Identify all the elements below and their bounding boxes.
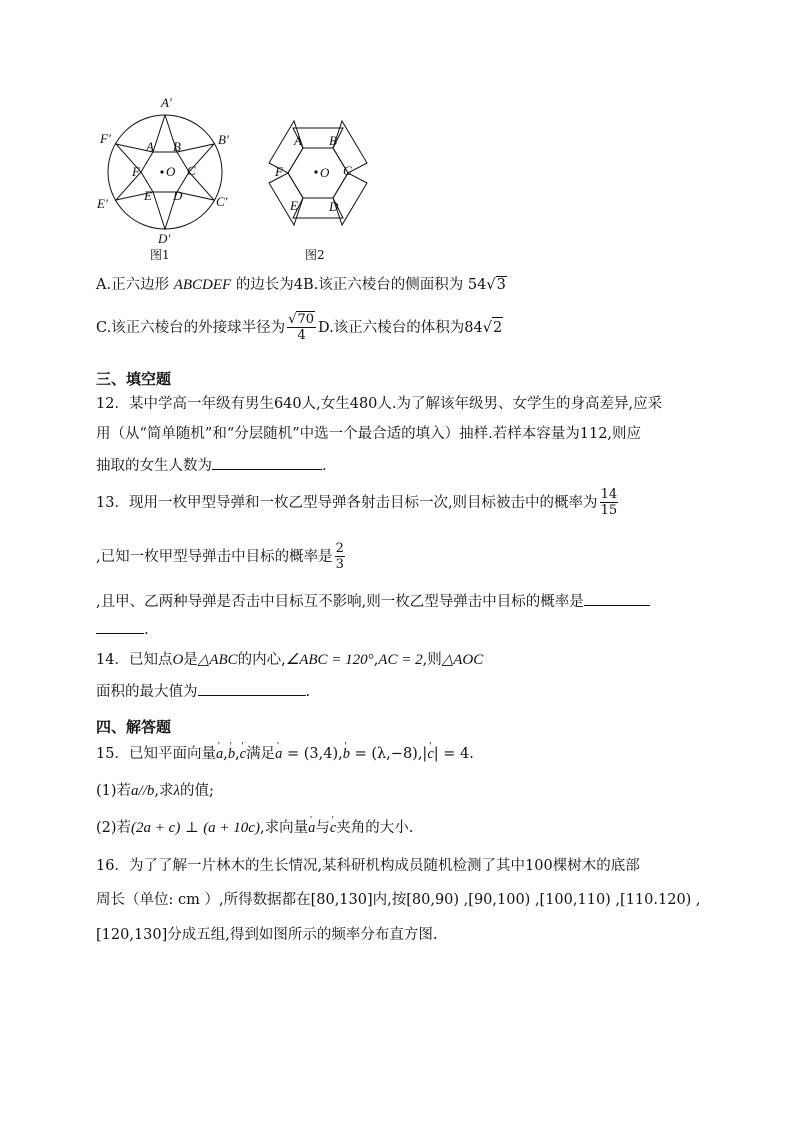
label-C-prime: C′ — [216, 194, 228, 209]
vector-c-cond: ' c — [427, 746, 433, 762]
section-4-title: 四、解答题 — [96, 718, 172, 736]
option-A-label: A.正六边形 — [96, 277, 170, 293]
figure-1-caption: 图1 — [150, 248, 170, 262]
q15-part-1-end: 的值; — [180, 783, 214, 799]
option-C-denominator: 4 — [297, 328, 306, 343]
q13-line-1-text: 13．现用一枚甲型导弹和一枚乙型导弹各射击目标一次,则目标被击中的概率为 — [96, 494, 598, 511]
option-D-text: D.该正六棱台的体积为 — [318, 319, 465, 336]
q13-line-2-text: ,已知一枚甲型导弹击中目标的概率是 — [96, 548, 333, 565]
q14-text-2: 是 — [183, 652, 198, 668]
label-A: A — [294, 133, 302, 148]
label-A: A — [146, 139, 154, 154]
q14-line-2-end: . — [305, 684, 311, 700]
q12-line-3-end: . — [322, 458, 327, 474]
label-O: O — [320, 165, 330, 180]
q13-fraction-2-num: 2 — [335, 541, 344, 556]
q14-side-AC: AC = 2 — [378, 652, 423, 668]
label-B-prime: B′ — [218, 132, 229, 147]
q11-options-CD: C.该正六棱台的外接球半径为 $\frac{√70}{4}$ D.该正六棱台的体积为 84 √ 2 — [96, 312, 503, 343]
label-A-prime: A′ — [161, 95, 172, 110]
label-E: E — [290, 198, 298, 213]
vector-b-cond: ' b — [343, 746, 350, 762]
label-D-prime: D′ — [158, 231, 171, 246]
label-O: O — [166, 164, 176, 179]
q15-cond-b: = (λ,−8) — [354, 746, 418, 762]
label-F-prime: F′ — [100, 131, 111, 146]
q15-sep-2: , — [235, 746, 240, 762]
hexagon-name: ABCDEF — [173, 277, 232, 293]
q12-line-3 — [96, 454, 327, 476]
q13-fraction-1-den: 15 — [600, 503, 618, 518]
q14-text-5: ,则 — [422, 652, 442, 668]
q13-answer-blank-part2[interactable] — [96, 618, 144, 634]
q13-fraction-2-den: 3 — [335, 557, 344, 572]
q15-parallel-relation: a//b — [131, 783, 155, 799]
q15-expr-1: (2a + c) — [131, 820, 181, 836]
q15-cond-c: = 4 — [443, 746, 470, 762]
label-D: D — [173, 188, 183, 203]
section-3-title: 三、填空题 — [96, 370, 172, 388]
vector-c-angle: ' c — [330, 820, 336, 836]
label-D: D — [329, 199, 339, 214]
label-B: B — [329, 133, 337, 148]
q15-lambda: λ — [173, 783, 180, 799]
option-C-fraction: $\frac{√70}{4}$ — [288, 312, 315, 343]
star-outline — [116, 115, 214, 229]
q12-line-2: 用（从“简单随机”和“分层随机”中选一个最合适的填入）抽样.若样本容量为112,则应 — [96, 426, 642, 442]
q13-line-3 — [96, 590, 650, 612]
q12-answer-blank[interactable] — [212, 454, 322, 470]
q15-cond-a: = (3,4) — [286, 746, 339, 762]
q13-line-4-end: . — [144, 622, 149, 638]
q15-part-2-pre: (2)若 — [96, 820, 132, 836]
q14-line-2-text: 面积的最大值为 — [96, 684, 198, 700]
hexagon-base — [288, 148, 348, 198]
label-C: C — [187, 163, 196, 178]
q11-options-AB: A.正六边形 ABCDEF 的边长为4B.该正六棱台的侧面积为 54√3 — [96, 277, 506, 293]
q16-line-2: 周长（单位: cm ）,所得数据都在[80,130]内,按[80,90) ,[90,100) ,[100,110) ,[110.120) , — [96, 892, 701, 908]
q15-part-1-pre: (1)若 — [96, 783, 132, 799]
q14-text-1: 14．已知点 — [96, 652, 173, 668]
q14-answer-blank[interactable] — [198, 680, 306, 696]
q13-line-3-text: ,且甲、乙两种导弹是否击中目标互不影响,则一枚乙型导弹击中目标的概率是 — [96, 594, 584, 610]
q15-part-2 — [96, 818, 413, 838]
q15-perp: ⊥ — [184, 820, 199, 836]
q15-text-2: 满足 — [246, 746, 276, 762]
q14-triangle-AOC: △AOC — [441, 652, 484, 668]
q16-line-1: 16．为了了解一片林木的生长情况,某科研机构成员随机检测了其中100棵树木的底部 — [96, 858, 640, 874]
q15-expr-2: (a + 10c) — [203, 820, 260, 836]
vector-b: ' b — [228, 746, 235, 762]
q12-line-3-text: 抽取的女生人数为 — [96, 458, 212, 474]
q14-angle: ∠ABC = 120° — [285, 652, 374, 668]
q14-triangle-ABC: △ABC — [197, 652, 238, 668]
label-C: C — [343, 163, 352, 178]
label-B: B — [173, 139, 181, 154]
q15-part-1-post: ,求 — [154, 783, 174, 799]
center-point — [314, 170, 317, 173]
q14-text-4: , — [373, 652, 379, 668]
q14-line-2 — [96, 680, 310, 702]
figure-2 — [258, 118, 378, 262]
vector-a-angle: ' a — [308, 820, 315, 836]
q13-fraction-1-num: 14 — [600, 487, 618, 502]
q15-with: 与 — [315, 820, 330, 836]
center-point — [160, 170, 163, 173]
vector-a-cond: ' a — [275, 746, 282, 762]
figure-2-caption: 图2 — [305, 248, 325, 262]
label-F: F — [275, 164, 283, 179]
label-E: E — [144, 188, 152, 203]
q15-line-1: 15．已知平面向量' a,' b,' c满足' a = (3,4),' b = (λ,−8),|' c| = 4. — [96, 744, 474, 764]
q16-line-3: [120,130]分成五组,得到如图所示的频率分布直方图. — [96, 927, 438, 943]
q15-part-2-end: 夹角的大小. — [336, 820, 414, 836]
q13-line-4 — [96, 618, 149, 640]
option-B-radicand: 3 — [496, 277, 506, 293]
option-C-text: C.该正六棱台的外接球半径为 — [96, 319, 286, 336]
q15-part-2-post: ,求向量 — [259, 820, 309, 836]
option-A-B-text: 的边长为4B.该正六棱台的侧面积为 — [235, 277, 464, 293]
q13-line-2 — [96, 541, 347, 572]
figure-1 — [92, 90, 242, 262]
q15-text-1: 15．已知平面向量 — [96, 746, 216, 762]
q13-fraction-2 — [335, 541, 345, 572]
q13-fraction-1 — [600, 487, 619, 518]
q12-line-1: 12．某中学高一年级有男生640人,女生480人.为了解该年级男、女学生的身高差异,应采 — [96, 396, 663, 412]
q13-line-1 — [96, 487, 620, 518]
label-E-prime: E′ — [97, 196, 108, 211]
q14-line-1 — [96, 650, 483, 670]
vector-c: ' c — [240, 746, 246, 762]
q15-part-1 — [96, 781, 214, 801]
inner-hexagon — [141, 152, 189, 192]
q14-text-3: 的内心, — [237, 652, 286, 668]
vector-a: ' a — [216, 746, 223, 762]
option-B-value: 54 — [467, 277, 487, 293]
circumscribed-circle — [108, 115, 222, 229]
q14-point-O: O — [172, 652, 184, 668]
q13-answer-blank-part1[interactable] — [584, 590, 650, 606]
option-D-value: 84 — [464, 319, 483, 336]
option-C-radicand: 70 — [297, 312, 315, 327]
label-F: F — [132, 164, 140, 179]
q15-sep-1: , — [223, 746, 228, 762]
option-D-radicand: 2 — [492, 317, 503, 338]
